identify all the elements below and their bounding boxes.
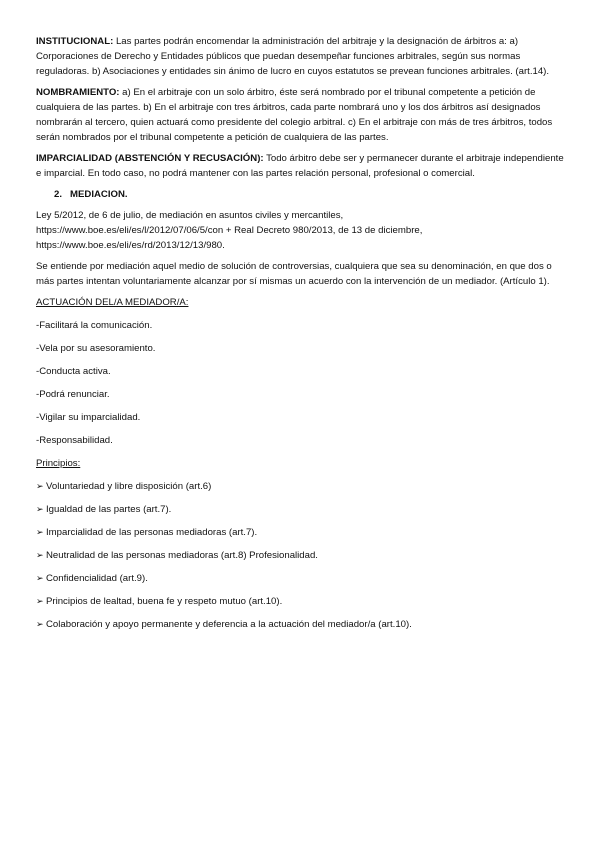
principio-item xyxy=(36,548,564,563)
principio-item xyxy=(36,571,564,586)
text-institucional: Las partes podrán encomendar la administración del arbitraje y la designación de árbitros a: a) Corporaciones de Derecho y Entidades públicos que puedan desempeñar funciones arbitrales, según sus normas reguladoras. b) Asociaciones y entidades sin ánimo de lucro en cuyos estatutos se prevean funciones arbitrales. (art.14). xyxy=(36,36,550,77)
principio-text: Neutralidad de las personas mediadoras (art.8) Profesionalidad. xyxy=(46,550,318,561)
text-imparcialidad: Todo árbitro debe ser y permanecer durante el arbitraje independiente e imparcial. En todo caso, no podrá mantener con las partes relación personal, profesional o comercial. xyxy=(36,153,564,179)
section-number: 2. xyxy=(54,189,63,200)
principio-text: Imparcialidad de las personas mediadoras (art.7). xyxy=(46,527,258,538)
arrow-bullet-icon: ➢ xyxy=(36,504,44,514)
principio-text: Confidencialidad (art.9). xyxy=(46,573,148,584)
term-nombramiento: NOMBRAMIENTO: xyxy=(36,87,120,98)
actuacion-item: -Podrá renunciar. xyxy=(36,389,110,400)
principio-item xyxy=(36,617,564,632)
principio-item xyxy=(36,525,564,540)
arrow-bullet-icon: ➢ xyxy=(36,573,44,583)
term-imparcialidad: IMPARCIALIDAD (ABSTENCIÓN Y RECUSACIÓN): xyxy=(36,153,264,164)
arrow-bullet-icon: ➢ xyxy=(36,619,44,629)
document-page xyxy=(36,34,564,640)
ley-line-1: Ley 5/2012, de 6 de julio, de mediación en asuntos civiles y mercantiles, xyxy=(36,210,344,221)
arrow-bullet-icon: ➢ xyxy=(36,550,44,560)
principio-item xyxy=(36,479,564,494)
text-nombramiento: a) En el arbitraje con un solo árbitro, éste será nombrado por el tribunal competente a petición de cualquiera de las partes. b) En el arbitraje con tres árbitros, cada parte nombrará uno y los dos árbitros así designados nombrarán al tercero, quien actuará como presidente del colegio arbitral. c) En el arbitraje con más de tres árbitros, todos serán nombrados por el tribunal competente a petición de cualquiera de las partes. xyxy=(36,87,553,143)
section-heading-mediacion xyxy=(36,187,564,202)
principio-item xyxy=(36,502,564,517)
paragraph-imparcialidad xyxy=(36,151,564,181)
paragraph-definicion: Se entiende por mediación aquel medio de solución de controversias, cualquiera que sea su denominación, en que dos o más partes intentan voluntariamente alcanzar por sí mismas un acuerdo con la intervención de un mediador. (Artículo 1). xyxy=(36,261,552,287)
principios-title: Principios: xyxy=(36,458,81,469)
section-title: MEDIACION. xyxy=(70,189,128,200)
arrow-bullet-icon: ➢ xyxy=(36,481,44,491)
actuacion-item: -Vela por su asesoramiento. xyxy=(36,343,156,354)
arrow-bullet-icon: ➢ xyxy=(36,596,44,606)
actuacion-item: -Vigilar su imparcialidad. xyxy=(36,412,141,423)
principio-text: Principios de lealtad, buena fe y respeto mutuo (art.10). xyxy=(46,596,283,607)
actuacion-item: -Facilitará la comunicación. xyxy=(36,320,153,331)
paragraph-institucional xyxy=(36,34,564,79)
actuacion-item: -Conducta activa. xyxy=(36,366,111,377)
term-institucional: INSTITUCIONAL: xyxy=(36,36,114,47)
ley-link-1[interactable]: https://www.boe.es/eli/es/l/2012/07/06/5/con + Real Decreto 980/2013, de 13 de diciembre, xyxy=(36,225,423,236)
principio-item xyxy=(36,594,564,609)
principio-text: Voluntariedad y libre disposición (art.6) xyxy=(46,481,212,492)
actuacion-title: ACTUACIÓN DEL/A MEDIADOR/A: xyxy=(36,297,189,308)
arrow-bullet-icon: ➢ xyxy=(36,527,44,537)
actuacion-item: -Responsabilidad. xyxy=(36,435,113,446)
principio-text: Colaboración y apoyo permanente y deferencia a la actuación del mediador/a (art.10). xyxy=(46,619,412,630)
ley-link-2[interactable]: https://www.boe.es/eli/es/rd/2013/12/13/980. xyxy=(36,240,225,251)
principio-text: Igualdad de las partes (art.7). xyxy=(46,504,172,515)
paragraph-nombramiento xyxy=(36,85,564,145)
paragraph-ley xyxy=(36,208,564,253)
